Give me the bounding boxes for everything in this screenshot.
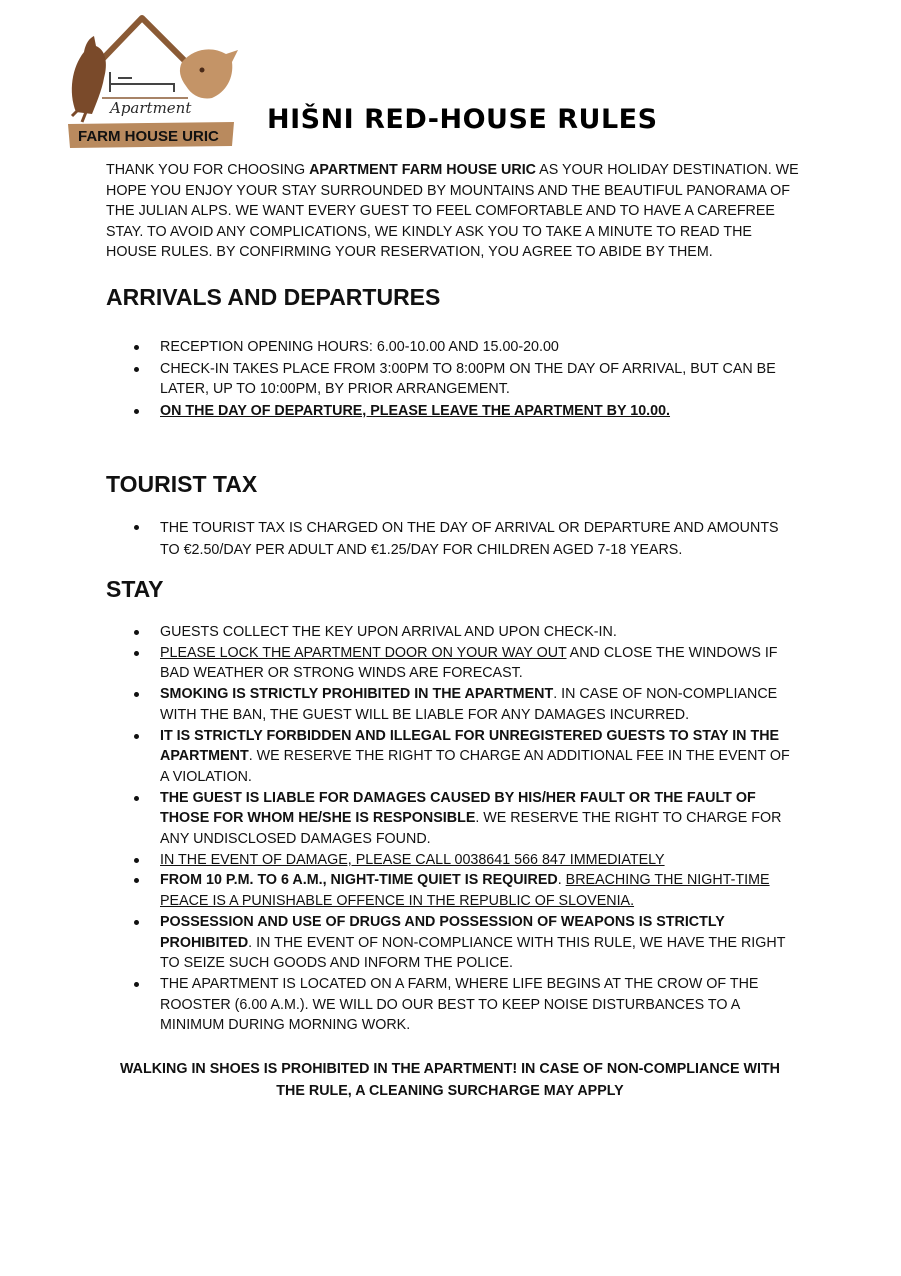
farm-house-logo (62, 12, 240, 152)
logo-graphic (62, 12, 240, 152)
tourist-tax-heading: TOURIST TAX (106, 471, 258, 497)
damage-phone-text: IN THE EVENT OF DAMAGE, PLEASE CALL 0038641 566 847 IMMEDIATELY (160, 851, 665, 868)
list-item: THE APARTMENT IS LOCATED ON A FARM, WHERE LIFE BEGINS AT THE CROW OF THE ROOSTER (6.00 A.M.). WE WILL DO OUR BEST TO KEEP NOISE DISTURBANCES TO A MINIMUM DURING MORNING WORK. (130, 974, 795, 1036)
intro-text-rest: AS YOUR HOLIDAY DESTINATION. WE HOPE YOU ENJOY YOUR STAY SURROUNDED BY MOUNTAINS AND THE BEAUTIFUL PANORAMA OF THE JULIAN ALPS. WE WANT EVERY GUEST TO FEEL COMFORTABLE AND TO HAVE A CAREFREE STAY. TO AVOID ANY COMPLICATIONS, WE KINDLY ASK YOU TO TAKE A MINUTE TO READ THE HOUSE RULES. BY CONFIRMING YOUR RESERVATION, YOU AGREE TO ABIDE BY THEM. (106, 162, 799, 260)
logo-apartment-text: Apartment (110, 99, 192, 117)
logo-banner-text: FARM HOUSE URIC (78, 128, 219, 145)
list-item (130, 643, 795, 684)
stay-list (130, 622, 795, 1036)
list-item: RECEPTION OPENING HOURS: 6.00-10.00 AND 15.00-20.00 (130, 337, 795, 358)
list-item: GUESTS COLLECT THE KEY UPON ARRIVAL AND UPON CHECK-IN. (130, 622, 795, 643)
list-item (130, 912, 795, 974)
tax-list (130, 517, 795, 561)
list-item (130, 870, 795, 911)
smoking-rule-text: SMOKING IS STRICTLY PROHIBITED IN THE APARTMENT (160, 686, 554, 703)
unregistered-guests-text: IT IS STRICTLY FORBIDDEN AND ILLEGAL FOR UNREGISTERED GUESTS TO STAY IN THE APARTMENT (160, 727, 780, 765)
list-item-text: . WE RESERVE THE RIGHT TO CHARGE AN ADDITIONAL FEE IN THE EVENT OF A VIOLATION. (160, 748, 790, 785)
intro-paragraph (106, 160, 806, 263)
damage-liability-text: THE GUEST IS LIABLE FOR DAMAGES CAUSED BY HIS/HER FAULT OR THE FAULT OF THOSE FOR WHOM HE/SHE IS RESPONSIBLE (160, 789, 756, 827)
page-title: HIŠNI RED-HOUSE RULES (267, 104, 658, 135)
list-item-text: AND CLOSE THE WINDOWS IF BAD WEATHER OR STRONG WINDS ARE FORECAST. (160, 644, 778, 682)
shoes-notice: WALKING IN SHOES IS PROHIBITED IN THE APARTMENT! IN CASE OF NON-COMPLIANCE WITH THE RULE, A CLEANING SURCHARGE MAY APPLY (119, 1061, 781, 1099)
intro-text-start: THANK YOU FOR CHOOSING (106, 162, 310, 178)
lock-door-text: PLEASE LOCK THE APARTMENT DOOR ON YOUR WAY OUT (160, 644, 567, 661)
night-peace-offence-text: BREACHING THE NIGHT-TIME PEACE IS A PUNISHABLE OFFENCE IN THE REPUBLIC OF SLOVENIA. (160, 872, 770, 910)
list-item-text: . IN CASE OF NON-COMPLIANCE WITH THE BAN, THE GUEST WILL BE LIABLE FOR ANY DAMAGES INCURRED. (160, 686, 778, 723)
list-item (130, 684, 795, 725)
arrivals-heading: ARRIVALS AND DEPARTURES (106, 284, 441, 310)
list-item-text: . (557, 872, 566, 889)
drugs-weapons-text: POSSESSION AND USE OF DRUGS AND POSSESSION OF WEAPONS IS STRICTLY PROHIBITED (160, 913, 725, 951)
night-quiet-text: FROM 10 P.M. TO 6 A.M., NIGHT-TIME QUIET IS REQUIRED (160, 872, 558, 889)
list-item: CHECK-IN TAKES PLACE FROM 3:00PM TO 8:00PM ON THE DAY OF ARRIVAL, BUT CAN BE LATER, UP TO 10:00PM, BY PRIOR ARRANGEMENT. (130, 359, 795, 400)
list-item (130, 788, 795, 850)
list-item (130, 850, 795, 871)
list-item: THE TOURIST TAX IS CHARGED ON THE DAY OF ARRIVAL OR DEPARTURE AND AMOUNTS TO €2.50/DAY PER ADULT AND €1.25/DAY FOR CHILDREN AGED 7-18 YEARS. (130, 517, 795, 561)
intro-apartment-name: APARTMENT FARM HOUSE URIC (309, 162, 536, 178)
list-item (130, 726, 795, 788)
list-item: ON THE DAY OF DEPARTURE, PLEASE LEAVE THE APARTMENT BY 10.00. (130, 401, 795, 422)
list-item-text: . WE RESERVE THE RIGHT TO CHARGE FOR ANY UNDISCLOSED DAMAGES FOUND. (160, 810, 782, 848)
stay-heading: STAY (106, 576, 164, 602)
cow-icon (180, 49, 238, 98)
bed-icon (110, 72, 174, 92)
arrivals-list (130, 337, 795, 422)
list-item-text: . IN THE EVENT OF NON-COMPLIANCE WITH THIS RULE, WE HAVE THE RIGHT TO SEIZE SUCH GOODS AND INFORM THE POLICE. (160, 934, 786, 972)
horse-icon (72, 36, 106, 114)
